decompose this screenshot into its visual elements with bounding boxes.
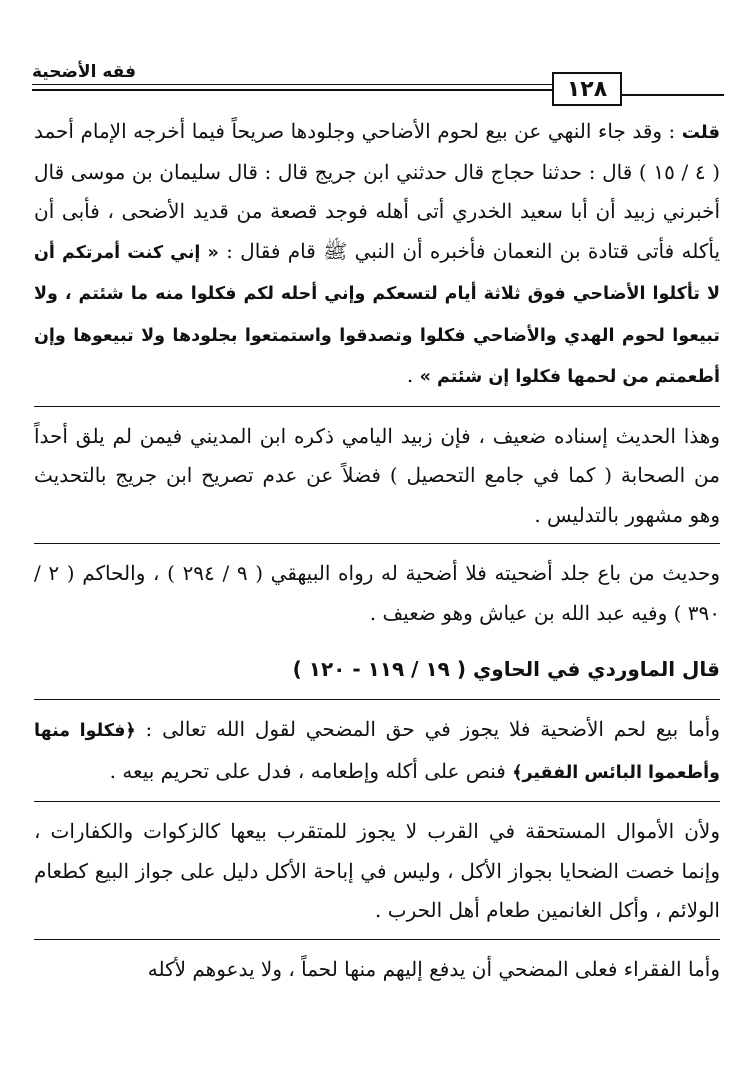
- qultu-label: قلت: [681, 122, 720, 143]
- section-heading: قال الماوردي في الحاوي ( ١٩ / ١١٩ - ١٢٠ ): [292, 657, 720, 681]
- paragraph-1-text: : وقد جاء النهي عن بيع لحوم الأضاحي وجلودها صريحاً فيما أخرجه الإمام أحمد ( ٤ / ١٥ ) قال : حدثنا حجاج قال حدثني ابن جريج قال : قال سليمان بن موسى قال أخبرني زبيد أن أبا سعيد الخدري أتى أهله فوجد قصعة من قديد الأضحى ، فأبى أن يأكله فأتى قتادة بن النعمان فأخبره أن النبي ﷺ قام فقال :: [34, 119, 721, 263]
- section-divider-1: [34, 406, 720, 407]
- quran-verse: ﴿فكلوا منها وأطعموا البائس الفقير﴾: [34, 721, 720, 783]
- paragraph-5: ولأن الأموال المستحقة في القرب لا يجوز للمتقرب بيعها كالزكوات والكفارات ، وإنما خصت الضحايا بجواز الأكل ، وليس في إباحة الأكل دليل على جواز البيع كطعام الولائم ، وأكل الغانمين طعام أهل الحرب .: [34, 819, 720, 922]
- paragraph-3: وحديث من باع جلد أضحيته فلا أضحية له رواه البيهقي ( ٩ / ٢٩٤ ) ، والحاكم ( ٢ / ٣٩٠ ) وفيه عبد الله بن عياش وهو ضعيف .: [34, 561, 721, 625]
- spacer: [34, 633, 720, 647]
- paragraph-1-end: .: [406, 363, 420, 387]
- paragraph-6: وأما الفقراء فعلى المضحي أن يدفع إليهم منها لحماً ، ولا يدعوهم لأكله: [147, 956, 720, 981]
- paragraph-4: [34, 710, 720, 793]
- paragraph-1: [34, 112, 720, 398]
- header-rule-double: [32, 84, 552, 91]
- header-rule-right: [622, 94, 724, 96]
- running-header: [32, 60, 724, 108]
- section-divider-4: [34, 801, 720, 802]
- paragraph-4-start: وأما بيع لحم الأضحية فلا يجوز في حق المضحي لقول الله تعالى :: [135, 717, 721, 741]
- paragraph-4-end: فنص على أكله وإطعامه ، فدل على تحريم بيعه .: [109, 758, 513, 783]
- paragraph-2: وهذا الحديث إسناده ضعيف ، فإن زبيد اليامي ذكره ابن المديني فيمن لم يلق أحداً من الصحابة ( كما في جامع التحصيل ) فضلاً عن عدم تصريح ابن جريج بالتحديث وهو مشهور بالتدليس .: [34, 423, 720, 527]
- hadith-quote: « إني كنت أمرتكم أن لا تأكلوا الأضاحي فوق ثلاثة أيام لتسعكم وإني أحله لكم فكلوا منه ما شئتم ، ولا تبيعوا لحوم الهدي والأضاحي فكلوا وتصدقوا واستمتعوا بجلودها ولا تبيعوها وإن أطعمتم من لحمها فكلوا إن شئتم »: [34, 242, 720, 387]
- page-body: [34, 112, 720, 989]
- section-divider-2: [34, 543, 720, 544]
- section-divider-5: [34, 939, 720, 940]
- running-title: فقه الأضحية: [32, 62, 137, 82]
- page-number: ١٢٨: [552, 72, 622, 106]
- section-divider-3: [34, 699, 720, 700]
